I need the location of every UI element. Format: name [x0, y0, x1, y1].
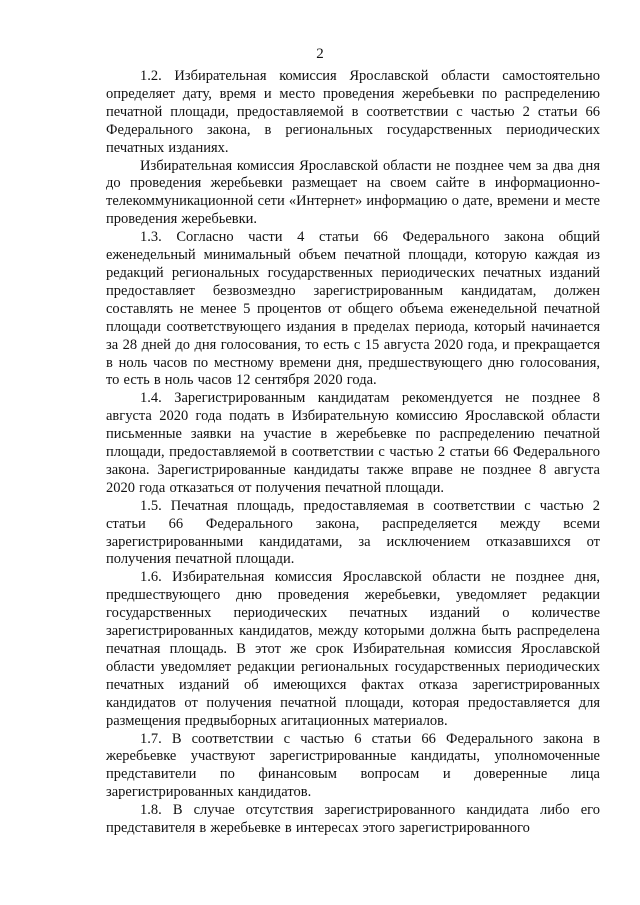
paragraph-1-7: 1.7. В соответствии с частью 6 статьи 66 Федерального закона в жеребьевке участвуют зарегистрированные кандидаты, уполномоченные представители по финансовым вопросам и доверенные лица зарегистрированных кандидатов.: [106, 730, 600, 801]
paragraph-1-5: 1.5. Печатная площадь, предоставляемая в соответствии с частью 2 статьи 66 Федерального закона, распределяется между всеми зарегистрированными кандидатами, за исключением отказавшихся от получения печатной площади.: [106, 497, 600, 568]
document-body: [106, 68, 600, 838]
paragraph-1-2: 1.2. Избирательная комиссия Ярославской области самостоятельно определяет дату, время и место проведения жеребьевки по распределению печатной площади, предоставляемой в соответствии с частью 2 статьи 66 Федерального закона, в региональных государственных периодических печатных изданиях.: [106, 68, 600, 156]
paragraph-1-3: 1.3. Согласно части 4 статьи 66 Федерального закона общий еженедельный минимальный объем печатной площади, которую каждая из редакций региональных государственных периодических печатных изданий предоставляет безвозмездно зарегистрированным кандидатам, должен составлять не менее 5 процентов от общего объема еженедельной печатной площади соответствующего издания в пределах периода, который начинается за 28 дней до дня голосования, то есть с 15 августа 2020 года, и прекращается в ноль часов по местному времени дня, предшествующего дню голосования, то есть в ноль часов 12 сентября 2020 года.: [106, 229, 600, 389]
paragraph-1-4: 1.4. Зарегистрированным кандидатам рекомендуется не позднее 8 августа 2020 года подать в Избирательную комиссию Ярославской области письменные заявки на участие в жеребьевке по распределению печатной площади, предоставляемой в соответствии с частью 2 статьи 66 Федерального закона. Зарегистрированные кандидаты также вправе не позднее 8 августа 2020 года отказаться от получения печатной площади.: [106, 390, 600, 496]
paragraph-1-8: 1.8. В случае отсутствия зарегистрированного кандидата либо его представителя в жеребьевке в интересах этого зарегистрированного: [106, 802, 600, 837]
page-number: 2: [316, 46, 324, 62]
paragraph-draw-announcement: Избирательная комиссия Ярославской области не позднее чем за два дня до проведения жеребьевки размещает на своем сайте в информационно-телекоммуникационной сети «Интернет» информацию о дате, времени и месте проведения жеребьевки.: [106, 157, 600, 228]
paragraph-1-6: 1.6. Избирательная комиссия Ярославской области не позднее дня, предшествующего дню проведения жеребьевки, уведомляет редакции государственных периодических печатных изданий о количестве зарегистрированных кандидатов, между которыми должна быть распределена печатная площадь. В этот же срок Избирательная комиссия Ярославской области уведомляет редакции региональных государственных периодических печатных изданий об имеющихся фактах отказа зарегистрированных кандидатов от получения печатной площади, которая предоставляется для размещения предвыборных агитационных материалов.: [106, 569, 600, 729]
